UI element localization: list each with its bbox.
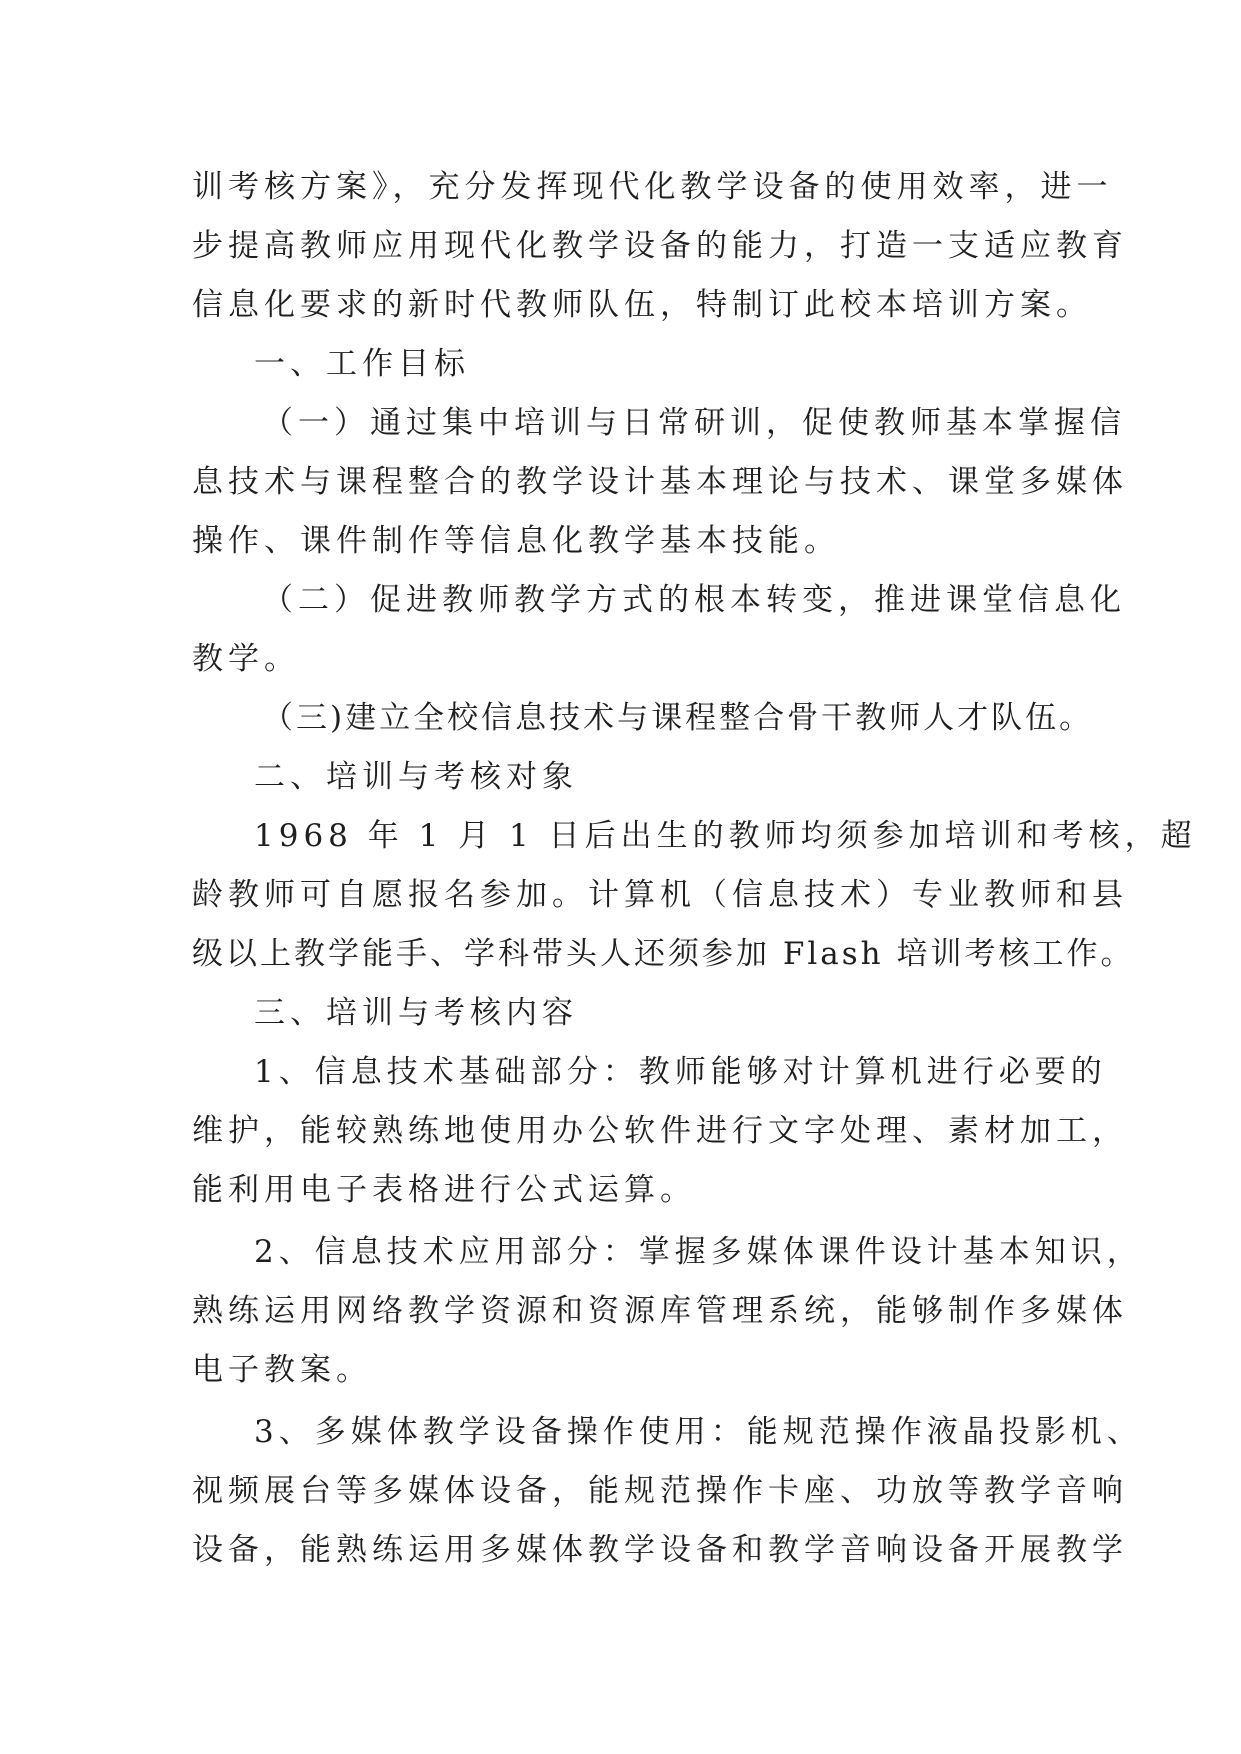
paragraph-line: 息技术与课程整合的教学设计基本理论与技术、课堂多媒体 xyxy=(192,464,1128,500)
paragraph-line: 熟练运用网络教学资源和资源库管理系统，能够制作多媒体 xyxy=(192,1293,1128,1329)
paragraph-line: 龄教师可自愿报名参加。计算机（信息技术）专业教师和县 xyxy=(192,877,1128,913)
paragraph-line: 1968 年 1 月 1 日后出生的教师均须参加培训和考核，超 xyxy=(254,818,1197,854)
section-heading-work-goals: 一、工作目标 xyxy=(254,346,470,382)
paragraph-line: 信息化要求的新时代教师队伍，特制订此校本培训方案。 xyxy=(192,287,1092,323)
paragraph-line: 2、信息技术应用部分：掌握多媒体课件设计基本知识， xyxy=(254,1234,1143,1270)
paragraph-line: 级以上教学能手、学科带头人还须参加 Flash 培训考核工作。 xyxy=(192,936,1135,972)
paragraph-line: 1、信息技术基础部分：教师能够对计算机进行必要的 xyxy=(254,1054,1107,1090)
paragraph-line: 视频展台等多媒体设备，能规范操作卡座、功放等教学音响 xyxy=(192,1473,1128,1509)
paragraph-line: 维护，能较熟练地使用办公软件进行文字处理、素材加工， xyxy=(192,1113,1128,1149)
paragraph-line: （二）促进教师教学方式的根本转变，推进课堂信息化 xyxy=(262,582,1126,618)
section-heading-training-content: 三、培训与考核内容 xyxy=(254,995,578,1031)
paragraph-line: 步提高教师应用现代化教学设备的能力，打造一支适应教育 xyxy=(192,228,1128,264)
section-heading-training-targets: 二、培训与考核对象 xyxy=(254,759,578,795)
paragraph-line: 操作、课件制作等信息化教学基本技能。 xyxy=(192,523,840,559)
paragraph-line: 能利用电子表格进行公式运算。 xyxy=(192,1172,696,1208)
paragraph-line: 3、多媒体教学设备操作使用：能规范操作液晶投影机、 xyxy=(254,1414,1143,1450)
paragraph-line: （三)建立全校信息技术与课程整合骨干教师人才队伍。 xyxy=(262,700,1094,736)
paragraph-line: （一）通过集中培训与日常研训，促使教师基本掌握信 xyxy=(262,405,1126,441)
document-body xyxy=(192,158,1197,1580)
paragraph-line: 设备，能熟练运用多媒体教学设备和教学音响设备开展教学 xyxy=(192,1532,1128,1568)
paragraph-line: 教学。 xyxy=(192,641,300,677)
paragraph-line: 电子教案。 xyxy=(192,1352,372,1388)
paragraph-line: 训考核方案》，充分发挥现代化教学设备的使用效率，进一 xyxy=(192,169,1113,205)
